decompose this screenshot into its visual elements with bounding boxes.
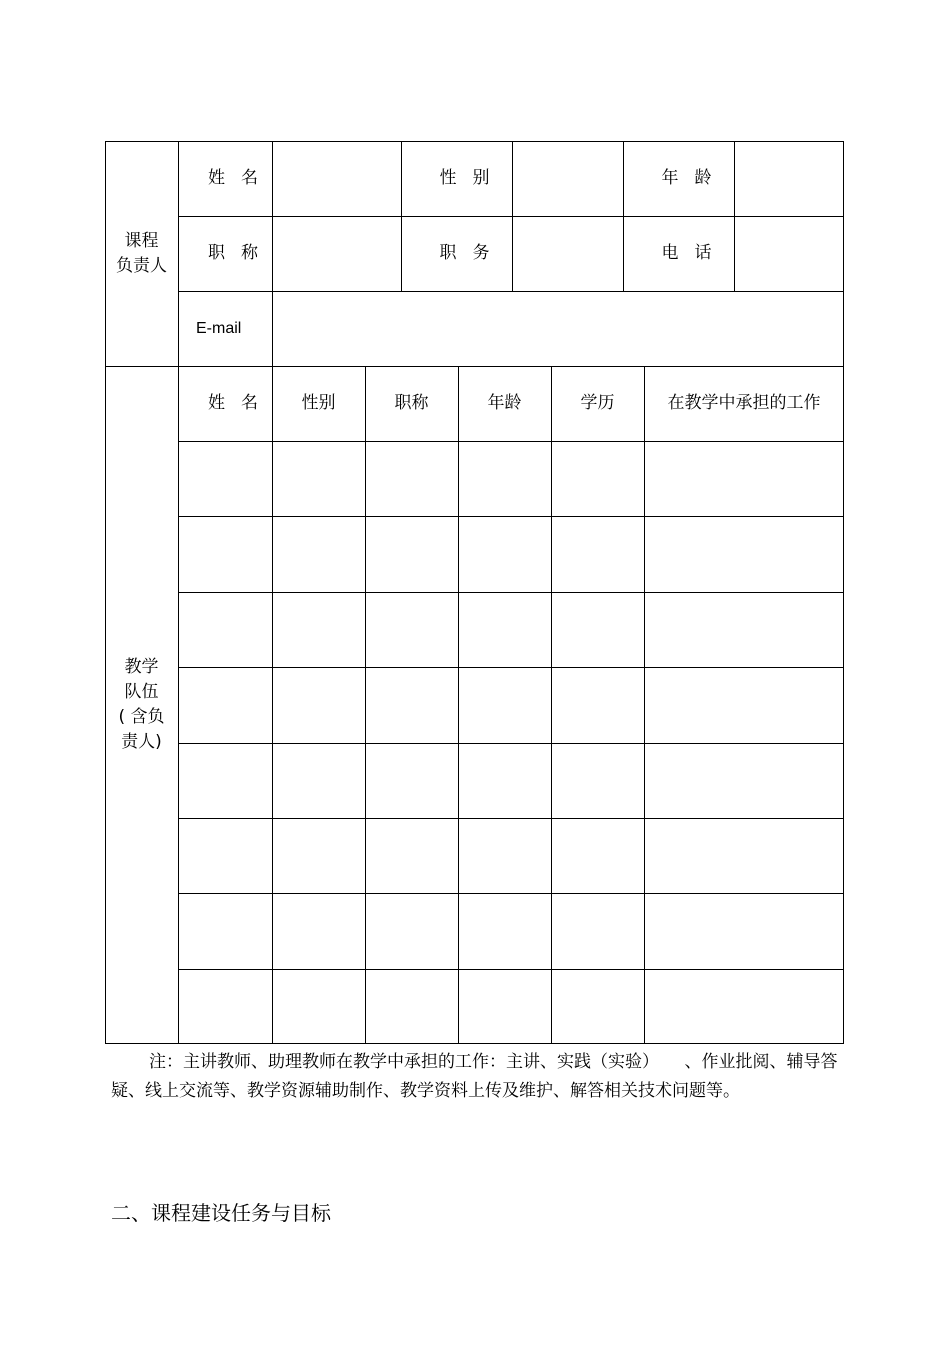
name-label: 姓名 [208, 168, 274, 188]
team-row-2-cell-2[interactable] [272, 516, 365, 591]
email-label: E-mail [196, 320, 242, 337]
leader-group-label: 课程 负责人 [116, 230, 167, 276]
team-row-5-cell-4[interactable] [458, 743, 551, 818]
team-row-1-cell-5[interactable] [551, 441, 644, 516]
team-row-6-cell-5[interactable] [551, 818, 644, 893]
team-row-3-cell-1[interactable] [178, 592, 272, 667]
title-label: 职称 [208, 243, 274, 263]
team-row-2-cell-6[interactable] [644, 516, 844, 591]
team-row-2-cell-1[interactable] [178, 516, 272, 591]
leader-phone-field[interactable] [734, 216, 844, 291]
team-header-education: 学历 [580, 393, 615, 413]
leader-age-field[interactable] [734, 141, 844, 216]
team-row-1-cell-3[interactable] [365, 441, 458, 516]
team-row-6-cell-2[interactable] [272, 818, 365, 893]
team-row-6-cell-4[interactable] [458, 818, 551, 893]
team-row-4-cell-3[interactable] [365, 667, 458, 742]
team-row-7-cell-5[interactable] [551, 893, 644, 968]
team-row-1-cell-2[interactable] [272, 441, 365, 516]
leader-title-field[interactable] [272, 216, 401, 291]
team-row-1-cell-6[interactable] [644, 441, 844, 516]
team-row-5-cell-6[interactable] [644, 743, 844, 818]
leader-email-field[interactable] [272, 291, 844, 366]
team-row-8-cell-4[interactable] [458, 969, 551, 1044]
team-row-1-cell-4[interactable] [458, 441, 551, 516]
team-row-4-cell-5[interactable] [551, 667, 644, 742]
team-row-3-cell-6[interactable] [644, 592, 844, 667]
team-row-8-cell-5[interactable] [551, 969, 644, 1044]
team-row-3-cell-4[interactable] [458, 592, 551, 667]
team-row-2-cell-4[interactable] [458, 516, 551, 591]
leader-gender-field[interactable] [512, 141, 623, 216]
leader-position-field[interactable] [512, 216, 623, 291]
leader-name-field[interactable] [272, 141, 401, 216]
team-row-4-cell-1[interactable] [178, 667, 272, 742]
team-row-6-cell-3[interactable] [365, 818, 458, 893]
team-row-6-cell-1[interactable] [178, 818, 272, 893]
team-row-8-cell-3[interactable] [365, 969, 458, 1044]
team-row-7-cell-6[interactable] [644, 893, 844, 968]
team-row-7-cell-3[interactable] [365, 893, 458, 968]
team-row-2-cell-3[interactable] [365, 516, 458, 591]
team-row-3-cell-3[interactable] [365, 592, 458, 667]
team-header-title: 职称 [394, 393, 429, 413]
team-row-8-cell-6[interactable] [644, 969, 844, 1044]
team-header-gender: 性别 [301, 393, 336, 413]
team-row-4-cell-6[interactable] [644, 667, 844, 742]
team-row-7-cell-4[interactable] [458, 893, 551, 968]
section-heading: 二、课程建设任务与目标 [111, 1201, 331, 1225]
team-row-8-cell-1[interactable] [178, 969, 272, 1044]
team-row-3-cell-2[interactable] [272, 592, 365, 667]
gender-label: 性别 [439, 168, 506, 188]
course-info-form [105, 141, 844, 1044]
team-row-5-cell-1[interactable] [178, 743, 272, 818]
team-row-7-cell-2[interactable] [272, 893, 365, 968]
team-group-label: 教学 队伍 ( 含负 责人) [118, 657, 165, 752]
form-note: 注：主讲教师、助理教师在教学中承担的工作：主讲、实践（实验） 、作业批阅、辅导答疑、线上交流等、教学资源辅助制作、教学资料上传及维护、解答相关技术问题等。 [111, 1052, 838, 1101]
team-row-8-cell-2[interactable] [272, 969, 365, 1044]
age-label: 年龄 [661, 168, 728, 188]
team-row-4-cell-2[interactable] [272, 667, 365, 742]
team-row-7-cell-1[interactable] [178, 893, 272, 968]
position-label: 职务 [439, 243, 506, 263]
phone-label: 电话 [661, 243, 728, 263]
team-row-6-cell-6[interactable] [644, 818, 844, 893]
team-row-5-cell-3[interactable] [365, 743, 458, 818]
team-row-4-cell-4[interactable] [458, 667, 551, 742]
team-header-duties: 在教学中承担的工作 [667, 393, 821, 413]
team-row-1-cell-1[interactable] [178, 441, 272, 516]
team-row-3-cell-5[interactable] [551, 592, 644, 667]
team-row-5-cell-5[interactable] [551, 743, 644, 818]
team-row-5-cell-2[interactable] [272, 743, 365, 818]
team-header-age: 年龄 [487, 393, 522, 413]
team-row-2-cell-5[interactable] [551, 516, 644, 591]
team-header-name: 姓名 [208, 393, 274, 413]
